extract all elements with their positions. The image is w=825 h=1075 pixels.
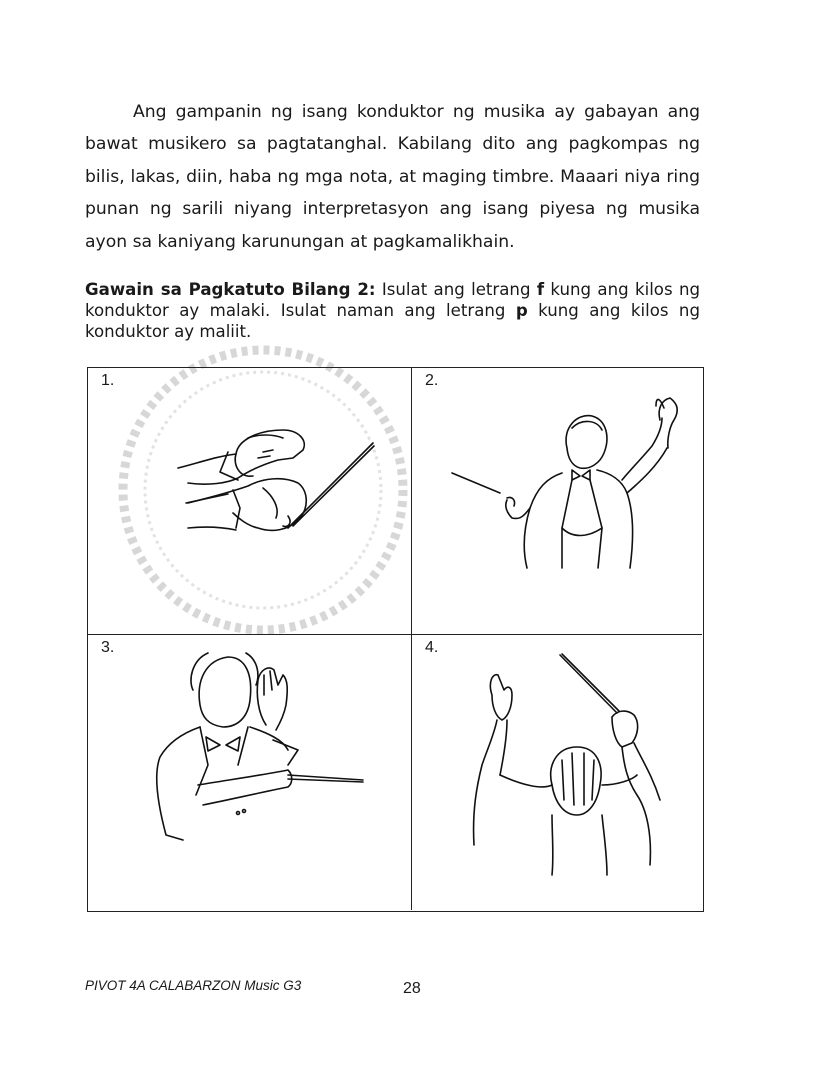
activity-heading: Gawain sa Pagkatuto Bilang 2: xyxy=(85,280,376,299)
activity-grid xyxy=(87,367,704,912)
conductor-crossed-arms-icon xyxy=(88,635,412,910)
page-number: 28 xyxy=(403,980,421,997)
conductor-hands-small-icon xyxy=(88,368,412,635)
footer-source: PIVOT 4A CALABARZON Music G3 xyxy=(85,978,302,993)
conductor-both-arms-up-icon xyxy=(412,635,702,910)
item-number: 1. xyxy=(101,372,115,389)
item-number: 4. xyxy=(425,639,439,656)
item-cell-3[interactable] xyxy=(88,635,412,910)
item-cell-2[interactable] xyxy=(412,368,702,635)
conductor-raised-arm-icon xyxy=(412,368,702,635)
item-number: 3. xyxy=(101,639,115,656)
letter-p: p xyxy=(515,301,528,320)
letter-f: f xyxy=(536,280,545,299)
intro-paragraph: Ang gampanin ng isang konduktor ng musika ay gabayan ang bawat musikero sa pagtatanghal. Kabilang dito ang pagkompas ng bilis, lakas, diin, haba ng mga nota, at maging timbre. Maaari niya ring punan ng sarili niyang interpretasyon ang isang piyesa ng musika ayon sa kaniyang karunungan at pagkamalikhain. xyxy=(85,102,700,252)
item-number: 2. xyxy=(425,372,439,389)
item-cell-4[interactable] xyxy=(412,635,702,910)
item-cell-1[interactable] xyxy=(88,368,412,635)
activity-instructions: Gawain sa Pagkatuto Bilang 2: Isulat ang letrang f kung ang kilos ng konduktor ay malaki. Isulat naman ang letrang p kung ang kilos ng konduktor ay maliit. xyxy=(85,280,700,341)
